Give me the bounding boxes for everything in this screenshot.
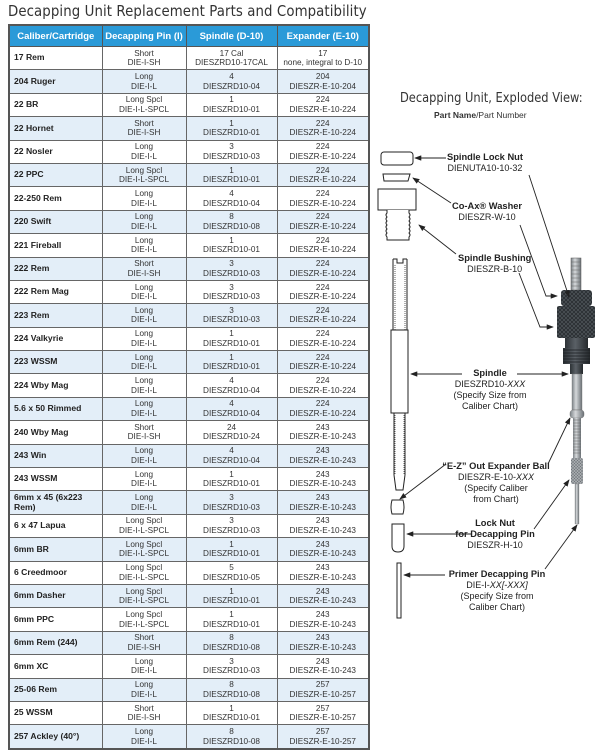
lock-nut-pn: DIENUTA10-10-32 [447, 163, 523, 173]
label-co-ax-washer [452, 201, 522, 223]
decapping-pin-part [397, 563, 401, 618]
caliber-name: 6mm PPC [14, 613, 55, 624]
pin-part-number: DIE-I-L-SPCL [118, 175, 170, 185]
spindle-size: 1 [229, 703, 234, 713]
pin-type: Long Spcl [125, 165, 163, 175]
spindle-size: 1 [229, 235, 234, 245]
pin-type: Long Spcl [125, 516, 163, 526]
spindle-part-number: DIESZRD10-08 [203, 689, 260, 699]
expander-size: 243 [315, 422, 330, 432]
pin-type: Long Spcl [125, 609, 163, 619]
spindle-size: 1 [229, 329, 234, 339]
expander-pn-var: XXX [516, 472, 535, 482]
caliber-name: 6mm XC [14, 660, 49, 671]
spindle-part-number: DIESZRD10-03 [203, 268, 260, 278]
expander-size: 224 [315, 142, 330, 152]
spindle-size: 3 [229, 516, 234, 526]
expander-size: 224 [315, 259, 330, 269]
expander-part-number: DIESZR-E-10-224 [289, 198, 356, 208]
expander-name: “E-Z” Out Expander Ball [442, 461, 550, 471]
pin-part-number: DIE-I-L [131, 385, 157, 395]
spindle-part-number: DIESZRD10-05 [203, 572, 260, 582]
spindle-part-number: DIESZRD10-01 [203, 338, 260, 348]
pin-part-number: DIE-I-L-SPCL [118, 596, 170, 606]
pin-note1: (Specify Size from [460, 591, 534, 601]
expander-part-number: DIESZR-E-10-224 [289, 104, 356, 114]
spindle-part-number: DIESZRD10-03 [203, 502, 260, 512]
pin-type: Long Spcl [125, 539, 163, 549]
spindle-part-number: DIESZRD10-04 [203, 385, 260, 395]
expander-size: 224 [315, 376, 330, 386]
pin-part-number: DIE-I-SH [127, 713, 161, 723]
pin-type: Short [134, 48, 154, 58]
expander-part-number: DIESZR-E-10-224 [289, 338, 356, 348]
spindle-part-number: DIESZRD10-01 [203, 713, 260, 723]
caliber-name: 240 Wby Mag [14, 426, 69, 437]
washer-name: Co-Ax® Washer [452, 201, 523, 211]
pin-type: Long [134, 469, 154, 479]
expander-part-number: DIESZR-E-10-224 [289, 245, 356, 255]
expander-part-number: DIESZR-E-10-224 [289, 268, 356, 278]
spindle-part-number: DIESZRD10-03 [203, 315, 260, 325]
expander-pn-prefix: DIESZR-E-10- [457, 472, 516, 482]
expander-part-number: DIESZR-E-10-224 [289, 292, 356, 302]
spindle-part-number: DIESZRD10-04 [203, 198, 260, 208]
spindle-part-number: DIESZRD10-03 [203, 526, 260, 535]
pin-type: Long [134, 376, 154, 386]
spindle-part-number: DIESZRD10-01 [203, 619, 260, 629]
caliber-name: 6 x 47 Lapua [14, 520, 66, 531]
spindle-size: 3 [229, 656, 234, 666]
washer-pn: DIESZR-W-10 [458, 212, 516, 222]
spindle-part-number: DIESZRD10-08 [203, 221, 260, 231]
caliber-name: 223 WSSM [14, 356, 58, 367]
spindle-note1: (Specify Size from [453, 390, 527, 400]
expander-size: 257 [315, 680, 330, 690]
pin-part-number: DIE-I-L [131, 666, 157, 676]
spindle-part-number: DIESZRD10-01 [203, 362, 260, 372]
spindle-size: 3 [229, 142, 234, 152]
expander-part-number: DIESZR-E-10-224 [289, 409, 356, 419]
expander-part-number: DIESZR-E-10-257 [289, 736, 356, 746]
expander-size: 243 [315, 633, 330, 643]
expander-part-number: DIESZR-E-10-243 [289, 596, 356, 606]
pin-type: Long Spcl [125, 95, 163, 105]
expander-size: 17 [318, 48, 328, 58]
expander-ball-part [391, 500, 404, 514]
spindle-size: 8 [229, 212, 234, 222]
spindle-size: 8 [229, 633, 234, 643]
caliber-name: 222 Rem Mag [14, 286, 69, 297]
caliber-name: 22 Hornet [14, 122, 54, 133]
pin-type: Long [134, 680, 154, 690]
header-caliber: Caliber/Cartridge [9, 25, 102, 47]
expander-part-number: DIESZR-E-10-243 [289, 572, 356, 582]
spindle-size: 1 [229, 95, 234, 105]
assembled-unit-image [557, 258, 595, 524]
page-title: Decapping Unit Replacement Parts and Compatibility [8, 2, 367, 20]
pin-part-number: DIE-I-L [131, 221, 157, 231]
spindle-part-number: DIESZRD10-01 [203, 175, 260, 185]
spindle-part-number: DIESZRD10-01 [203, 245, 260, 255]
expander-size: 243 [315, 586, 330, 596]
pin-part-number: DIE-I-SH [127, 268, 161, 278]
spindle-part [391, 259, 408, 490]
pin-nut-pn: DIESZR-H-10 [467, 540, 523, 550]
expander-size: 243 [315, 493, 330, 503]
caliber-name: 6mm Dasher [14, 590, 66, 601]
pin-part-number: DIE-I-L-SPCL [118, 572, 170, 582]
subtitle-rest: /Part Number [476, 110, 527, 120]
pin-part-number: DIE-I-L [131, 338, 157, 348]
spindle-name: Spindle [473, 368, 507, 378]
pin-part-number: DIE-I-SH [127, 58, 161, 68]
pin-type: Long [134, 726, 154, 736]
spindle-note2: Caliber Chart) [461, 401, 519, 411]
spindle-part-number: DIESZRD10-01 [203, 104, 260, 114]
expander-part-number: DIESZR-E-10-243 [289, 619, 356, 629]
pin-part-number: DIE-I-L-SPCL [118, 549, 170, 559]
pin-part-number: DIE-I-SH [127, 128, 161, 138]
pin-type: Long [134, 71, 154, 81]
spindle-part-number: DIESZRD10-08 [203, 736, 260, 746]
spindle-size: 8 [229, 680, 234, 690]
expander-size: 243 [315, 469, 330, 479]
pin-part-number: DIE-I-L [131, 479, 157, 489]
spindle-size: 1 [229, 539, 234, 549]
expander-part-number: DIESZR-E-10-224 [289, 385, 356, 395]
spindle-part-number: DIESZRD10-01 [203, 128, 260, 138]
caliber-name: 22-250 Rem [14, 192, 62, 203]
spindle-size: 1 [229, 586, 234, 596]
spindle-part-number: DIESZRD10-04 [203, 81, 260, 91]
pin-part-number: DIE-I-L [131, 315, 157, 325]
expander-size: 224 [315, 282, 330, 292]
pin-part-number: DIE-I-L [131, 455, 157, 465]
spindle-size: 1 [229, 609, 234, 619]
expander-size: 204 [315, 71, 330, 81]
pin-type: Long [134, 282, 154, 292]
label-spindle [451, 368, 529, 412]
caliber-name: 22 PPC [14, 169, 44, 180]
pin-type: Short [134, 118, 154, 128]
expander-size: 243 [315, 539, 330, 549]
expander-size: 224 [315, 118, 330, 128]
spindle-size: 5 [229, 563, 234, 573]
label-expander-ball [437, 461, 555, 505]
expander-size: 224 [315, 399, 330, 409]
expander-size: 224 [315, 329, 330, 339]
spindle-size: 1 [229, 352, 234, 362]
expander-size: 224 [315, 165, 330, 175]
expander-part-number: DIESZR-E-10-257 [289, 713, 356, 723]
expander-part-number: DIESZR-E-10-243 [289, 666, 356, 676]
spindle-part-number: DIESZRD10-17CAL [195, 58, 268, 68]
expander-size: 224 [315, 305, 330, 315]
caliber-name: 25-06 Rem [14, 683, 57, 694]
expander-part-number: DIESZR-E-10-224 [289, 151, 356, 161]
expander-part-number: DIESZR-E-10-224 [289, 315, 356, 325]
pin-part-number: DIE-I-L [131, 689, 157, 699]
spindle-size: 4 [229, 446, 234, 456]
expander-note1: (Specify Caliber [464, 483, 528, 493]
pin-part-number: DIE-I-L [131, 502, 157, 512]
expander-size: 243 [315, 446, 330, 456]
caliber-name: 257 Ackley (40°) [14, 730, 80, 741]
expander-part-number: DIESZR-E-10-224 [289, 221, 356, 231]
pin-pn-prefix: DIE-I- [466, 580, 490, 590]
lock-nut-part [381, 152, 413, 165]
spindle-size: 4 [229, 376, 234, 386]
bushing-part [378, 189, 416, 240]
expander-size: 224 [315, 95, 330, 105]
expander-size: 224 [315, 352, 330, 362]
bushing-name: Spindle Bushing [458, 253, 532, 263]
expander-part-number: DIESZR-E-10-204 [289, 81, 356, 91]
expander-size: 243 [315, 609, 330, 619]
expander-size: 243 [315, 656, 330, 666]
lock-nut-name: Spindle Lock Nut [447, 152, 523, 162]
expander-size: 243 [315, 516, 330, 526]
spindle-part-number: DIESZRD10-01 [203, 479, 260, 489]
pin-nut-name2: for Decapping Pin [455, 529, 535, 539]
pin-part-number: DIE-I-L-SPCL [118, 526, 170, 535]
spindle-part-number: DIESZRD10-04 [203, 409, 260, 419]
pin-part-number: DIE-I-L [131, 362, 157, 372]
spindle-size: 8 [229, 726, 234, 736]
spindle-size: 3 [229, 305, 234, 315]
pin-type: Long [134, 656, 154, 666]
expander-part-number: DIESZR-E-10-243 [289, 526, 356, 535]
caliber-name: 6 Creedmoor [14, 566, 68, 577]
pin-part-number: DIE-I-L [131, 245, 157, 255]
pin-type: Short [134, 703, 154, 713]
expander-size: 257 [315, 726, 330, 736]
pin-type: Short [134, 259, 154, 269]
caliber-name: 220 Swift [14, 216, 52, 227]
pin-type: Long [134, 399, 154, 409]
bushing-pn: DIESZR-B-10 [467, 264, 523, 274]
pin-nut-name1: Lock Nut [475, 518, 515, 528]
caliber-name: 204 Ruger [14, 75, 56, 86]
spindle-part-number: DIESZRD10-24 [203, 432, 260, 442]
spindle-part-number: DIESZRD10-01 [203, 596, 260, 606]
spindle-size: 1 [229, 469, 234, 479]
pin-lock-nut-part [392, 524, 404, 552]
expander-part-number: DIESZR-E-10-257 [289, 689, 356, 699]
caliber-name: 22 BR [14, 99, 39, 110]
caliber-name: 6mm Rem (244) [14, 637, 78, 648]
label-spindle-lock-nut [447, 152, 523, 174]
caliber-name: 17 Rem [14, 52, 45, 63]
caliber-name: 224 Valkyrie [14, 333, 64, 344]
expander-part-number: DIESZR-E-10-243 [289, 455, 356, 465]
spindle-part-number: DIESZRD10-08 [203, 642, 260, 652]
spindle-size: 1 [229, 118, 234, 128]
pin-note2: Caliber Chart) [468, 602, 526, 612]
pin-type: Long [134, 142, 154, 152]
pin-part-number: DIE-I-L [131, 292, 157, 302]
pin-part-number: DIE-I-L-SPCL [118, 619, 170, 629]
spindle-part-number: DIESZRD10-03 [203, 292, 260, 302]
pin-type: Long [134, 352, 154, 362]
spindle-part-number: DIESZRD10-04 [203, 455, 260, 465]
pin-part-number: DIE-I-SH [127, 432, 161, 442]
spindle-size: 4 [229, 188, 234, 198]
spindle-size: 1 [229, 165, 234, 175]
pin-type: Long Spcl [125, 563, 163, 573]
spindle-size: 4 [229, 399, 234, 409]
pin-type: Short [134, 633, 154, 643]
caliber-name: 22 Nosler [14, 145, 53, 156]
pin-part-number: DIE-I-L [131, 198, 157, 208]
label-decapping-pin [443, 569, 551, 613]
expander-size: 224 [315, 212, 330, 222]
pin-part-number: DIE-I-SH [127, 642, 161, 652]
caliber-name: 5.6 x 50 Rimmed [14, 403, 82, 414]
spindle-size: 3 [229, 282, 234, 292]
washer-part [383, 174, 410, 181]
caliber-name: 221 Fireball [14, 239, 62, 250]
spindle-part-number: DIESZRD10-01 [203, 549, 260, 559]
diagram-title: Decapping Unit, Exploded View: [400, 91, 583, 106]
spindle-pn-prefix: DIESZRD10- [454, 379, 508, 389]
expander-size: 224 [315, 235, 330, 245]
spindle-size: 4 [229, 71, 234, 81]
caliber-name: 6mm BR [14, 543, 49, 554]
pin-type: Long [134, 305, 154, 315]
spindle-size: 17 Cal [219, 48, 244, 58]
caliber-name: 25 WSSM [14, 707, 53, 718]
expander-note2: from Chart) [473, 494, 519, 504]
pin-type: Long [134, 446, 154, 456]
caliber-name: 223 Rem [14, 309, 50, 320]
expander-part-number: DIESZR-E-10-224 [289, 175, 356, 185]
spindle-size: 24 [226, 422, 237, 432]
pin-type: Long [134, 329, 154, 339]
spindle-size: 3 [229, 493, 234, 503]
header-spindle: Spindle (D-10) [186, 25, 277, 47]
spindle-pn-var: XXX [507, 379, 526, 389]
label-pin-lock-nut [450, 518, 540, 551]
header-expander: Expander (E-10) [277, 25, 369, 47]
pin-type: Long [134, 212, 154, 222]
spindle-part-number: DIESZRD10-03 [203, 151, 260, 161]
expander-part-number: DIESZR-E-10-243 [289, 502, 356, 512]
expander-size: 224 [315, 188, 330, 198]
expander-part-number: DIESZR-E-10-243 [289, 642, 356, 652]
pin-name: Primer Decapping Pin [448, 569, 546, 579]
pin-part-number: DIE-I-L-SPCL [118, 104, 170, 114]
caliber-name: 224 Wby Mag [14, 379, 69, 390]
subtitle-bold: Part Name [434, 110, 477, 120]
expander-part-number: DIESZR-E-10-243 [289, 549, 356, 559]
pin-part-number: DIE-I-L [131, 736, 157, 746]
label-spindle-bushing [458, 253, 531, 275]
expander-size: 243 [315, 563, 330, 573]
expander-part-number: DIESZR-E-10-243 [289, 432, 356, 442]
caliber-name: 243 Win [14, 450, 47, 461]
expander-part-number: DIESZR-E-10-224 [289, 128, 356, 138]
caliber-name: 6mm x 45 (6x223 Rem) [14, 492, 83, 512]
expander-part-number: DIESZR-E-10-224 [289, 362, 356, 372]
header-decapping-pin: Decapping Pin (I) [102, 25, 186, 47]
spindle-size: 3 [229, 259, 234, 269]
caliber-name: 222 Rem [14, 262, 50, 273]
pin-part-number: DIE-I-L [131, 151, 157, 161]
pin-part-number: DIE-I-L [131, 81, 157, 91]
pin-pn-var: XX[-XXX] [489, 580, 528, 590]
expander-part-number: none, integral to D-10 [283, 58, 363, 68]
pin-type: Long [134, 493, 154, 503]
pin-type: Long Spcl [125, 586, 163, 596]
pin-type: Short [134, 422, 154, 432]
caliber-name: 243 WSSM [14, 473, 58, 484]
expander-size: 257 [315, 703, 330, 713]
pin-type: Long [134, 188, 154, 198]
expander-part-number: DIESZR-E-10-243 [289, 479, 356, 489]
pin-type: Long [134, 235, 154, 245]
spindle-part-number: DIESZRD10-03 [203, 666, 260, 676]
pin-part-number: DIE-I-L [131, 409, 157, 419]
